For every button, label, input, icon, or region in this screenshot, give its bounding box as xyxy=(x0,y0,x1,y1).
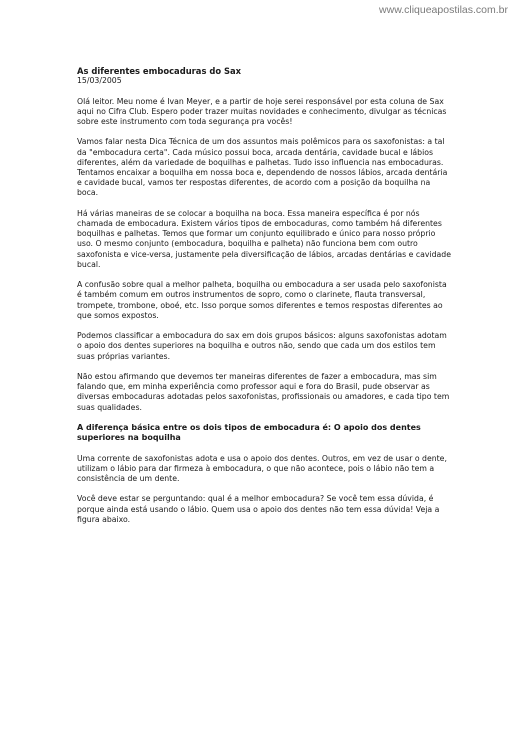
article xyxy=(77,66,453,535)
section-subheading: A diferença básica entre os dois tipos de embocadura é: O apoio dos dentes superiores na boquilha xyxy=(77,423,421,443)
site-url: www.cliqueapostilas.com.br xyxy=(379,4,508,16)
paragraph-nao-estou: Não estou afirmando que devemos ter maneiras diferentes de fazer a embocadura, mas sim falando que, em minha experiência como professor aqui e fora do Brasil, pude observar as diversas embocaduras adotadas pelos saxofonistas, profissionais ou amadores, e cada tipo tem suas qualidades. xyxy=(77,372,450,412)
paragraph-maneiras: Há várias maneiras de se colocar a boquilha na boca. Essa maneira específica é por nós chamada de embocadura. Existem vários tipos de embocaduras, como também há diferentes boquilhas e palhetas. Temos que formar um conjunto equilibrado e único para nosso próprio uso. O mesmo conjunto (embocadura, boquilha e palheta) não funciona bem com outro saxofonista e vice-versa, justamente pela diversificação de lábios, arcadas dentárias e cavidade bucal. xyxy=(77,208,451,269)
paragraph-pergunta: Você deve estar se perguntando: qual é a melhor embocadura? Se você tem essa dúvida, é porque ainda está usando o lábio. Quem usa o apoio dos dentes não tem essa dúvida! Veja a figura abaixo. xyxy=(77,494,440,524)
paragraph-confusao: A confusão sobre qual a melhor palheta, boquilha ou embocadura a ser usada pelo saxofonista é também comum em outros instrumentos de sopro, como o clarinete, flauta transversal, trompete, trombone, oboé, etc. Isso porque somos diferentes e temos respostas diferentes ao que somos expostos. xyxy=(77,280,447,320)
paragraph-classificar: Podemos classificar a embocadura do sax em dois grupos básicos: alguns saxofonistas adotam o apoio dos dentes superiores na boquilha e outros não, sendo que cada um dos estilos tem suas próprias variantes. xyxy=(77,331,447,361)
article-title: As diferentes embocaduras do Sax xyxy=(77,66,242,76)
article-date: 15/03/2005 xyxy=(77,76,122,86)
paragraph-intro: Olá leitor. Meu nome é Ivan Meyer, e a partir de hoje serei responsável por esta coluna de Sax aqui no Cifra Club. Espero poder trazer muitas novidades e conhecimento, divulgar as técnicas sobre este instrumento com toda segurança pra vocês! xyxy=(77,96,447,127)
paragraph-embocadura-certa: Vamos falar nesta Dica Técnica de um dos assuntos mais polêmicos para os saxofonistas: a tal da "embocadura certa". Cada músico possui boca, arcada dentária, cavidade bucal e lábios diferentes, além da variedade de boquilhas e palhetas. Tudo isso influencia nas embocaduras. Tentamos encaixar a boquilha em nossa boca e, dependendo de nossos lábios, arcada dentária e cavidade bucal, vamos ter respostas diferentes, de acordo com a posição da boquilha na boca. xyxy=(77,137,448,198)
paragraph-corrente: Uma corrente de saxofonistas adota e usa o apoio dos dentes. Outros, em vez de usar o dente, utilizam o lábio para dar firmeza à embocadura, o que não acontece, pois o lábio não tem a consistência de um dente. xyxy=(77,453,447,484)
